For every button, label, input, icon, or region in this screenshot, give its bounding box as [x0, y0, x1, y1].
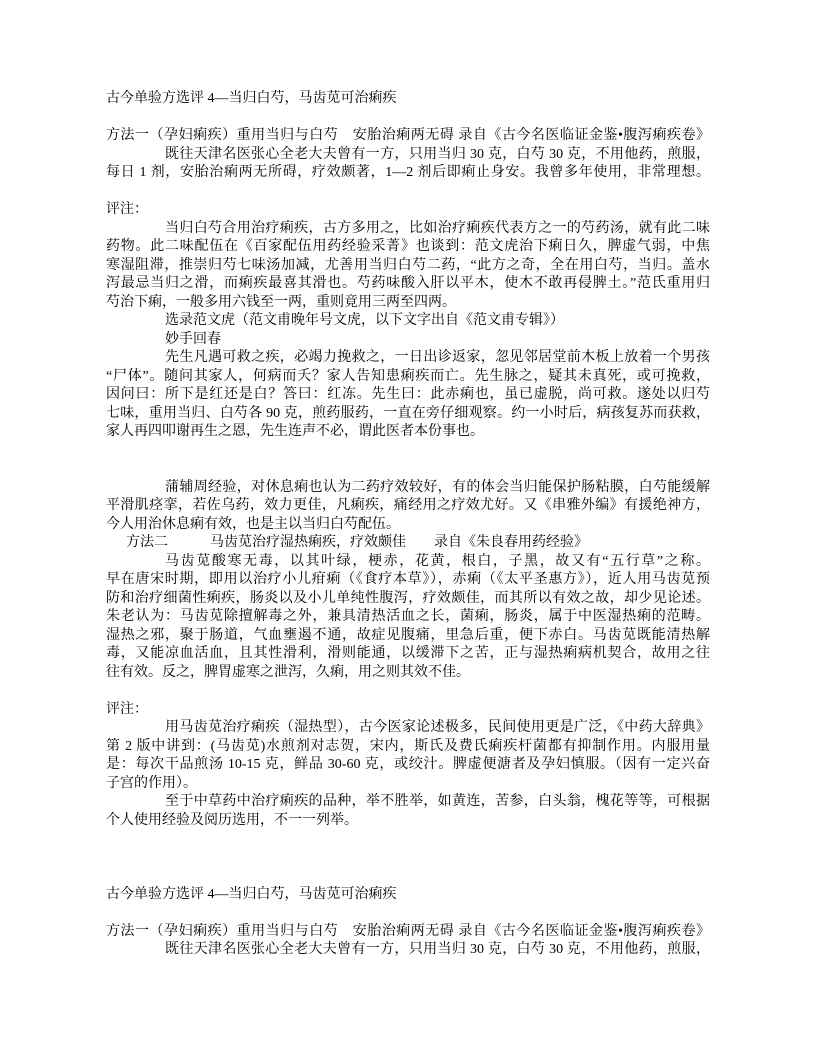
blank-line	[106, 904, 710, 923]
text-line: “尸体”。随问其家人，何病而夭？家人告知患痢疾而亡。先生脉之，疑其未真死，或可挽救，	[106, 368, 710, 384]
text-line: 药物。此二味配伍在《百家配伍用药经验采菁》也谈到：范文虎治下痢日久，脾虚气弱，中焦	[106, 239, 710, 254]
blank-line	[106, 183, 710, 202]
text-line: 七味，重用当归、白芍各 90 克，煎药服药，一直在旁仔细观察。约一小时后，病孩复苏而获救，	[106, 405, 710, 421]
text-line: 毒，又能凉血活血，且其性滑利，滑则能通，以缓滞下之苦，正与湿热痢病机契合，故用之往	[106, 646, 710, 661]
text-line: 因问曰：所下是红还是白？答曰：红冻。先生曰：此赤痢也，虽已虚脱，尚可救。遂处以归芍	[106, 387, 710, 402]
blank-line	[106, 460, 710, 479]
text-line: 至于中草药中治疗痢疾的品种，举不胜举，如黄连，苦参，白头翁，槐花等等，可根据	[165, 794, 710, 809]
text-line: 既往天津名医张心全老大夫曾有一方，只用当归 30 克，白芍 30 克，不用他药，煎服，	[165, 942, 710, 957]
text-line: 是：每次干品煎汤 10-15 克，鲜品 30-60 克，或绞汁。脾虚便溏者及孕妇慎服。（因有一定兴奋	[106, 757, 710, 772]
text-line: 往有效。反之，脾胃虚寒之泄泻，久痢，用之则其效不佳。	[106, 664, 470, 680]
text-line: 第 2 版中讲到：(马齿苋)水煎剂对志贺，宋内，斯氏及费氏痢疾杆菌都有抑制作用。内服用量	[106, 738, 710, 754]
text-line: 今人用治休息痢有效，也是主以当归白芍配伍。	[106, 516, 400, 532]
text-line: 用马齿苋治疗痢疾（湿热型），古今医家论述极多，民间使用更是广泛，《中药大辞典》	[165, 720, 710, 735]
text-line: 古今单验方选评 4—当归白芍，马齿苋可治痢疾	[106, 91, 397, 106]
document-page	[106, 90, 710, 960]
blank-line	[106, 442, 710, 461]
text-line: 朱老认为：马齿苋除擅解毒之外，兼具清热活血之长，菌痢，肠炎，属于中医湿热痢的范畴。	[106, 609, 710, 624]
text-line: 评注：	[106, 202, 148, 217]
blank-line	[106, 109, 710, 128]
text-line: 选录范文虎（范文甫晚年号文虎，以下文字出自《范文甫专辑》）	[165, 313, 564, 328]
text-line: 评注：	[106, 701, 148, 717]
text-line: 寒湿阻滞，推崇归芍七味汤加减，尤善用当归白芍二药，“此方之奇，全在用白芍，当归。盖水	[106, 257, 710, 273]
text-line: 湿热之邪，聚于肠道，气血壅遏不通，故症见腹痛，里急后重，便下赤白。马齿苋既能清热解	[106, 627, 710, 643]
blank-line	[106, 682, 710, 701]
text-line: 方法一（孕妇痢疾）重用当归与白芍 安胎治痢两无碍 录自《古今名医临证金鉴•腹泻痢疾卷》	[106, 128, 710, 143]
text-line: 方法二 马齿苋治疗湿热痢疾，疗效颇佳 录自《朱良春用药经验》	[126, 535, 588, 550]
text-line: 蒲辅周经验，对休息痢也认为二药疗效较好，有的体会当归能保护肠粘膜，白芍能缓解	[165, 479, 710, 495]
text-line: 先生凡遇可救之疾，必竭力挽救之，一日出诊返家，忽见邻居堂前木板上放着一个男孩	[165, 350, 710, 365]
text-line: 家人再四叩谢再生之恩，先生连声不必，谓此医者本份事也。	[106, 424, 484, 439]
text-line: 泻最忌当归之滑，而痢疾最喜其滑也。芍药味酸入肝以平木，使木不敢再侵脾土。”范氏重用归	[106, 276, 710, 291]
text-line: 子宫的作用）。	[106, 775, 197, 791]
text-line: 芍治下痢，一般多用六钱至一两，重则竟用三两至四两。	[106, 294, 456, 310]
text-line: 方法一（孕妇痢疾）重用当归与白芍 安胎治痢两无碍 录自《古今名医临证金鉴•腹泻痢疾卷》	[106, 923, 710, 939]
blank-line	[106, 830, 710, 849]
blank-line	[106, 867, 710, 886]
text-line: 每日 1 剂，安胎治痢两无所碍，疗效颇著，1—2 剂后即痢止身安。我曾多年使用，非常理想。	[106, 165, 710, 180]
text-line: 防和治疗细菌性痢疾，肠炎以及小儿单纯性腹泻，疗效颇佳，而其所以有效之故，却少见论述。	[106, 590, 710, 606]
text-line: 马齿苋酸寒无毒，以其叶绿，梗赤，花黄，根白，子黑，故又有“五行草”之称。	[165, 553, 710, 569]
blank-line	[106, 849, 710, 868]
text-line: 早在唐宋时期，即用以治疗小儿疳痢（《食疗本草》），赤痢（《太平圣惠方》），近人用马齿苋预	[106, 572, 710, 587]
text-line: 既往天津名医张心全老大夫曾有一方，只用当归 30 克，白芍 30 克，不用他药，煎服，	[165, 146, 710, 162]
text-line: 当归白芍合用治疗痢疾，古方多用之，比如治疗痢疾代表方之一的芍药汤，就有此二味	[165, 220, 710, 236]
text-line: 妙手回春	[165, 331, 221, 347]
text-line: 平滑肌痉挛，若佐乌药，效力更佳，凡痢疾，痛经用之疗效尤好。又《串雅外编》有援绝神方，	[106, 498, 710, 513]
text-line: 古今单验方选评 4—当归白芍，马齿苋可治痢疾	[106, 886, 397, 902]
text-line: 个人使用经验及阅历选用，不一一列举。	[106, 812, 358, 828]
